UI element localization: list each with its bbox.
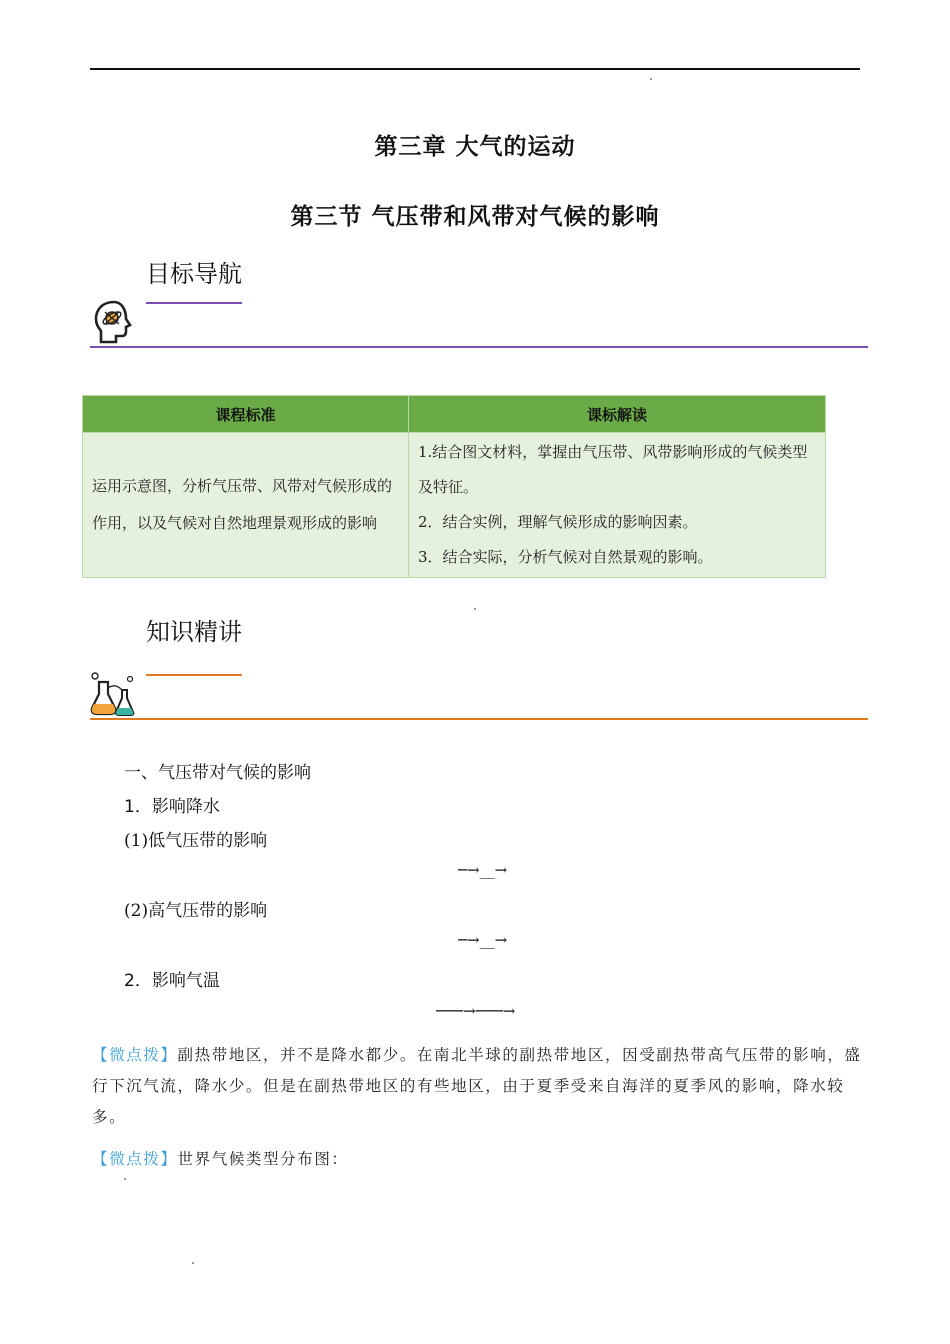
tip-text: 副热带地区，并不是降水都少。在南北半球的副热带地区，因受副热带高气压带的影响，盛行下沉气流，降水少。但是在副热带地区的有些地区，由于夏季受来自海洋的夏季风的影响，降水较多。 xyxy=(92,1046,862,1126)
item2-arrow-chain: ───→───→ xyxy=(436,1002,516,1020)
part1-title: 一、气压带对气候的影响 xyxy=(124,763,311,783)
tip-paragraph xyxy=(92,1144,862,1175)
tip-label: 【微点拨】 xyxy=(92,1150,178,1168)
item2-title: 2．影响气温 xyxy=(124,971,220,991)
table-header-interpretation: 课标解读 xyxy=(409,396,826,433)
speck xyxy=(474,608,476,610)
speck xyxy=(650,78,652,80)
tip-label: 【微点拨】 xyxy=(92,1046,178,1064)
knowledge-underline xyxy=(146,674,242,676)
interpretation-item: 2．结合实例，理解气候形成的影响因素。 xyxy=(418,513,698,531)
speck xyxy=(124,1178,126,1180)
goal-nav-heading: 目标导航 xyxy=(146,260,242,288)
sub1-title: (1)低气压带的影响 xyxy=(124,831,268,851)
flask-lab-icon xyxy=(90,670,134,718)
knowledge-heading: 知识精讲 xyxy=(146,618,242,646)
standard-cell: 运用示意图，分析气压带、风带对气候形成的作用，以及气候对自然地理景观形成的影响 xyxy=(83,433,409,578)
goal-nav-rule xyxy=(90,346,868,348)
sub2-arrow-chain: ─→__→ xyxy=(458,931,508,949)
interpretation-item: 1.结合图文材料，掌握由气压带、风带影响形成的气候类型及特征。 xyxy=(418,443,808,496)
tip-text: 世界气候类型分布图： xyxy=(177,1150,349,1168)
head-brain-icon xyxy=(92,298,136,346)
item1-title: 1．影响降水 xyxy=(124,797,220,817)
chapter-title: 第三章 大气的运动 xyxy=(374,134,576,160)
sub1-arrow-chain: ─→__→ xyxy=(458,861,508,879)
interpretation-cell xyxy=(409,433,826,578)
knowledge-rule xyxy=(90,718,868,720)
standards-table xyxy=(82,395,826,578)
speck xyxy=(192,1262,194,1264)
interpretation-item: 3．结合实际，分析气候对自然景观的影响。 xyxy=(418,548,713,566)
tip-paragraph xyxy=(92,1040,862,1133)
sub2-title: (2)高气压带的影响 xyxy=(124,901,268,921)
header-rule xyxy=(90,68,860,70)
section-title: 第三节 气压带和风带对气候的影响 xyxy=(290,204,660,230)
table-header-standard: 课程标准 xyxy=(83,396,409,433)
goal-nav-underline xyxy=(146,302,242,304)
